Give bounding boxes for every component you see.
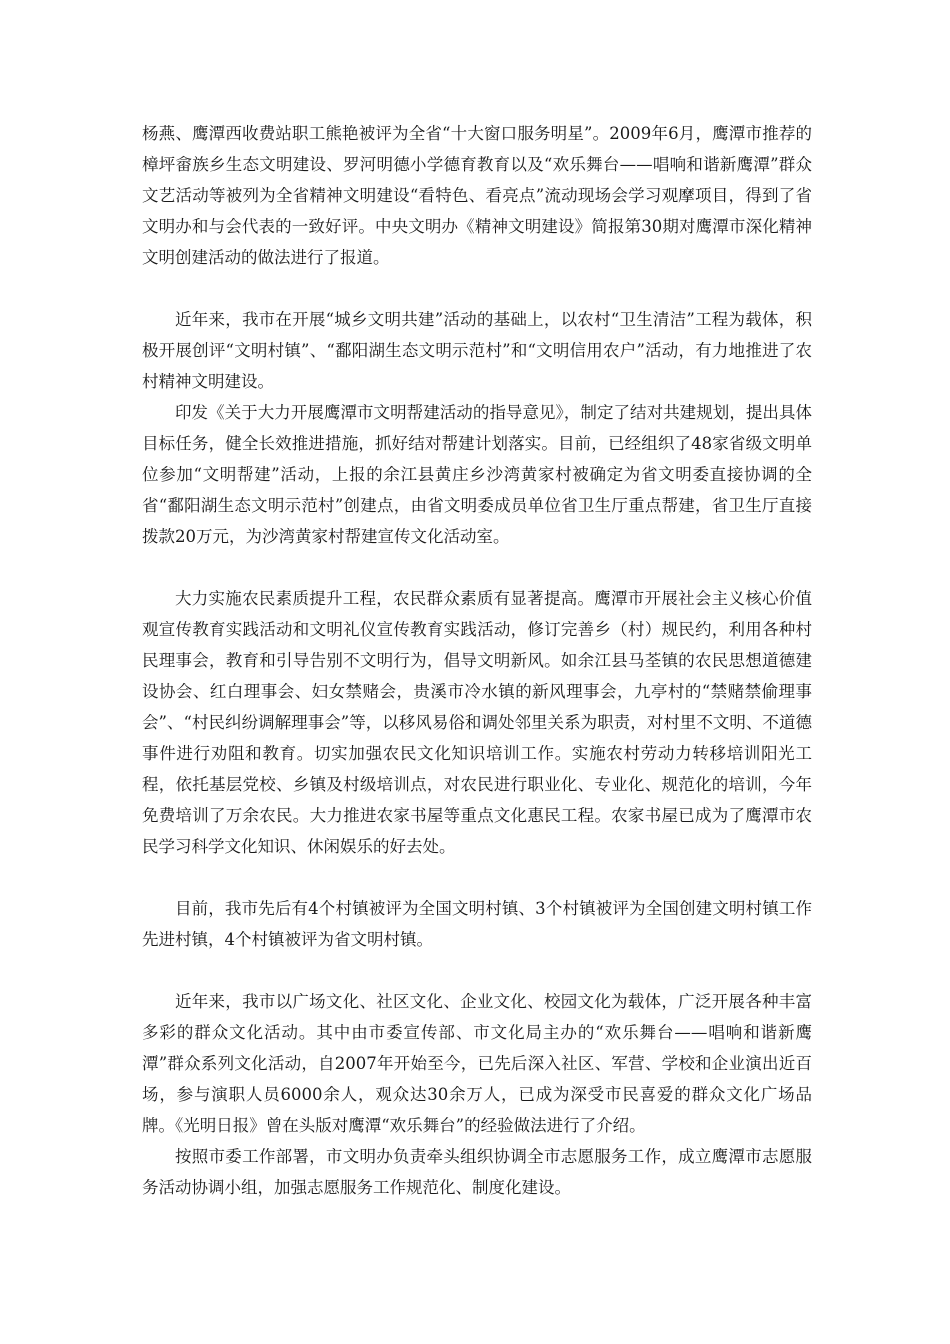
document-body xyxy=(142,118,812,1203)
paragraph-2: 近年来，我市在开展“城乡文明共建”活动的基础上，以农村“卫生清洁”工程为载体，积极开展创评“文明村镇”、“鄱阳湖生态文明示范村”和“文明信用农户”活动，有力地推进了农村精神文明建设。 xyxy=(142,310,812,391)
paragraph-4: 大力实施农民素质提升工程，农民群众素质有显著提高。鹰潭市开展社会主义核心价值观宣传教育实践活动和文明礼仪宣传教育实践活动，修订完善乡（村）规民约，利用各种村民理事会，教育和引导告别不文明行为，倡导文明新风。如余江县马荃镇的农民思想道德建设协会、红白理事会、妇女禁赌会，贵溪市冷水镇的新风理事会，九亭村的“禁赌禁偷理事会”、“村民纠纷调解理事会”等，以移风易俗和调处邻里关系为职责，对村里不文明、不道德事件进行劝阻和教育。切实加强农民文化知识培训工作。实施农村劳动力转移培训阳光工程，依托基层党校、乡镇及村级培训点，对农民进行职业化、专业化、规范化的培训，今年免费培训了万余农民。大力推进农家书屋等重点文化惠民工程。农家书屋已成为了鹰潭市农民学习科学文化知识、休闲娱乐的好去处。 xyxy=(142,589,812,856)
paragraph-7: 按照市委工作部署，市文明办负责牵头组织协调全市志愿服务工作，成立鹰潭市志愿服务活动协调小组，加强志愿服务工作规范化、制度化建设。 xyxy=(142,1147,812,1197)
paragraph-6: 近年来，我市以广场文化、社区文化、企业文化、校园文化为载体，广泛开展各种丰富多彩的群众文化活动。其中由市委宣传部、市文化局主办的“欢乐舞台——唱响和谐新鹰潭”群众系列文化活动，自2007年开始至今，已先后深入社区、军营、学校和企业演出近百场，参与演职人员6000余人，观众达30余万人，已成为深受市民喜爱的群众文化广场品牌。《光明日报》曾在头版对鹰潭“欢乐舞台”的经验做法进行了介绍。 xyxy=(142,992,812,1135)
paragraph-5: 目前，我市先后有4个村镇被评为全国文明村镇、3个村镇被评为全国创建文明村镇工作先进村镇，4个村镇被评为省文明村镇。 xyxy=(142,899,812,949)
paragraph-1: 杨燕、鹰潭西收费站职工熊艳被评为全省“十大窗口服务明星”。2009年6月，鹰潭市推荐的樟坪畲族乡生态文明建设、罗河明德小学德育教育以及“欢乐舞台——唱响和谐新鹰潭”群众文艺活动等被列为全省精神文明建设“看特色、看亮点”流动现场会学习观摩项目，得到了省文明办和与会代表的一致好评。中央文明办《精神文明建设》简报第30期对鹰潭市深化精神文明创建活动的做法进行了报道。 xyxy=(142,124,812,267)
paragraph-3: 印发《关于大力开展鹰潭市文明帮建活动的指导意见》，制定了结对共建规划，提出具体目标任务，健全长效推进措施，抓好结对帮建计划落实。目前，已经组织了48家省级文明单位参加“文明帮建”活动，上报的余江县黄庄乡沙湾黄家村被确定为省文明委直接协调的全省“鄱阳湖生态文明示范村”创建点，由省文明委成员单位省卫生厅重点帮建，省卫生厅直接拨款20万元，为沙湾黄家村帮建宣传文化活动室。 xyxy=(142,403,812,546)
